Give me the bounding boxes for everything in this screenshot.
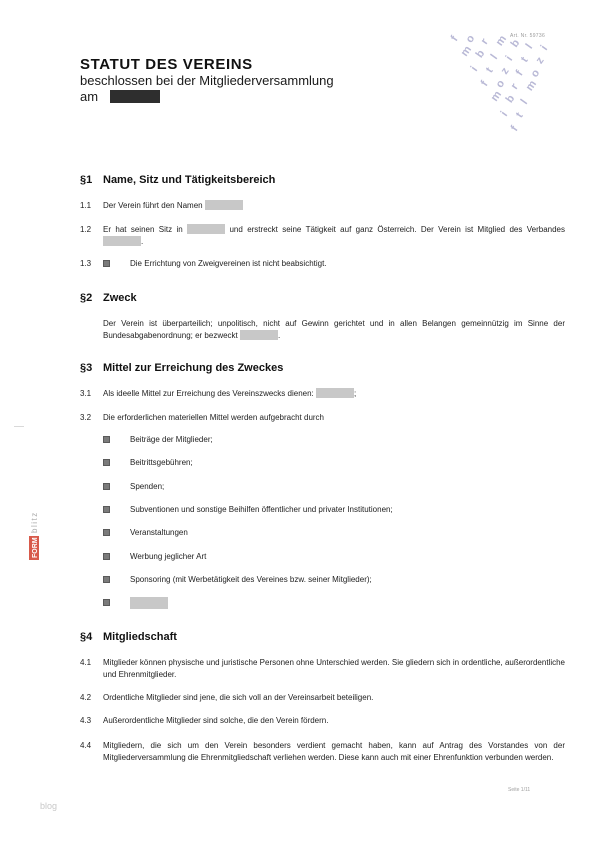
stamp-glyph: t [483, 65, 496, 76]
checkbox[interactable] [103, 599, 110, 606]
stamp-glyph: f [478, 78, 491, 89]
checkbox[interactable] [103, 436, 110, 443]
list-item [103, 597, 168, 608]
stamp-glyph: f [448, 33, 461, 44]
checkbox[interactable] [103, 483, 110, 490]
section-1-heading: §1 Name, Sitz und Tätigkeitsbereich [80, 174, 276, 186]
section-4-heading: §4 Mitgliedschaft [80, 631, 177, 643]
stamp-glyph: i [503, 53, 516, 64]
list-item: Subventionen und sonstige Beihilfen öffentlicher und privater Institutionen; [103, 504, 393, 515]
stamp-glyph: l [488, 52, 501, 62]
section-3-heading: §3 Mittel zur Erreichung des Zweckes [80, 362, 284, 374]
placeholder-other-means[interactable] [130, 597, 168, 609]
checkbox[interactable] [103, 576, 110, 583]
placeholder-purpose[interactable] [240, 330, 278, 340]
stamp-glyph: r [508, 81, 521, 92]
stamp-glyph: l [518, 97, 531, 107]
checkbox[interactable] [103, 506, 110, 513]
placeholder-association[interactable] [103, 236, 141, 246]
stamp-glyph: i [538, 43, 551, 53]
svg-text:blitz: blitz [30, 511, 39, 533]
svg-text:FORM: FORM [32, 537, 39, 558]
stamp-glyph: m [493, 33, 510, 49]
stamp-glyph: f [508, 123, 521, 134]
list-item: Beitrittsgebühren; [103, 457, 193, 468]
document-subtitle: beschlossen bei der Mitgliederversammlung [80, 73, 334, 88]
stamp-glyph: o [528, 67, 543, 80]
article-number: Art. Nr. 59736 [510, 33, 546, 39]
list-item: Beiträge der Mitglieder; [103, 434, 213, 445]
section-2-heading: §2 Zweck [80, 292, 137, 304]
stamp-glyph: b [508, 37, 523, 50]
side-brand-logo [27, 420, 41, 560]
stamp-glyph: z [498, 65, 512, 77]
date-prefix: am [80, 89, 99, 104]
checkbox[interactable] [103, 459, 110, 466]
stamp-glyph: b [503, 92, 518, 106]
stamp-glyph: r [478, 36, 491, 47]
page-number: Seite 1/11 [508, 787, 531, 793]
footer-watermark: blog [40, 801, 58, 811]
placeholder-ideal-means[interactable] [316, 388, 354, 398]
stamp-glyph: t [518, 54, 531, 65]
stamp-glyph: b [473, 47, 488, 61]
stamp-glyph: m [523, 78, 540, 94]
checkbox-branches[interactable] [103, 260, 110, 267]
document-page: Art. Nr. 59736 STATUT DES VEREINS beschlossen bei der Mitgliederversammlung am f o r m b l i m b l i t z i t z f o f o r m m b l i t f FORM blitz §1 Name, Sitz und Tätigkeitsbereich 1.1 Der Verein führt den Namen 1.2 Er hat seinen Sitz in und erstreckt seine Tätigkeit auf ganz Österreich. Der Verein ist Mitglied des Verbandes . 1.3 Die Errichtung von Zweigvereinen ist nicht beabsichtigt. §2 Zweck Der Verein ist überparteilich; unpolitisch, nicht auf Gewinn gerichtet und in allen Belangen gemeinnützig im Sinne der Bundesabgabenordnung; er bezweckt . §3 Mittel zur Erreichung des Zweckes 3.1 Als ideelle Mittel zur Erreichung des Vereinszwecks dienen: ; 3.2 Die erforderlichen materiellen Mittel werden aufgebracht durch Beiträge der Mitglieder; Beitrittsgebühren; Spenden; Subventionen und sonstige Beihilfen öffentlicher und privater Institutionen; Veranstaltungen Werbung jeglicher Art Sponsoring (mit Werbetätigkeit des Vereines bzw. seiner Mitglieder); §4 Mitgliedschaft 4.1 Mitglieder können physische und juristische Personen ohne Unterschied werden. Sie gliedern sich in ordentliche, außerordentliche und Ehrenmitglieder. 4.2 Ordentliche Mitglieder sind jene, die sich voll an der Vereinsarbeit beteiligen. 4.3 Außerordentliche Mitglieder sind solche, die den Verein fördern. 4.4 Mitgliedern, die sich um den Verein besonders verdient gemacht haben, kann auf Antrag des Vorstandes von der Mitgliederversammlung die Ehrenmitgliedschaft verliehen werden. Diese kann auch mit einer Ehrenfunktion verbunden werden. blog Seite 1/11 [0, 0, 600, 851]
checkbox[interactable] [103, 553, 110, 560]
stamp-glyph: i [468, 64, 481, 74]
stamp-glyph: m [488, 88, 505, 104]
stamp-glyph: m [458, 43, 475, 59]
list-item: Veranstaltungen [103, 527, 188, 538]
stamp-glyph: t [513, 110, 526, 121]
stamp-glyph: l [523, 41, 536, 52]
list-item: Spenden; [103, 481, 164, 492]
document-title: STATUT DES VEREINS [80, 56, 253, 73]
side-mark-line [14, 426, 24, 427]
checkbox[interactable] [103, 529, 110, 536]
stamp-glyph: o [493, 77, 508, 91]
date-line [80, 89, 160, 104]
stamp-glyph: f [513, 68, 526, 79]
placeholder-seat[interactable] [187, 224, 225, 234]
placeholder-name[interactable] [205, 200, 243, 210]
stamp-glyph: z [533, 54, 547, 67]
stamp-glyph: o [463, 32, 478, 46]
stamp-glyph: i [498, 109, 511, 119]
list-item: Werbung jeglicher Art [103, 551, 206, 562]
watermark-stamp [448, 30, 578, 150]
list-item: Sponsoring (mit Werbetätigkeit des Vereines bzw. seiner Mitglieder); [103, 574, 372, 585]
redacted-date [110, 90, 160, 103]
